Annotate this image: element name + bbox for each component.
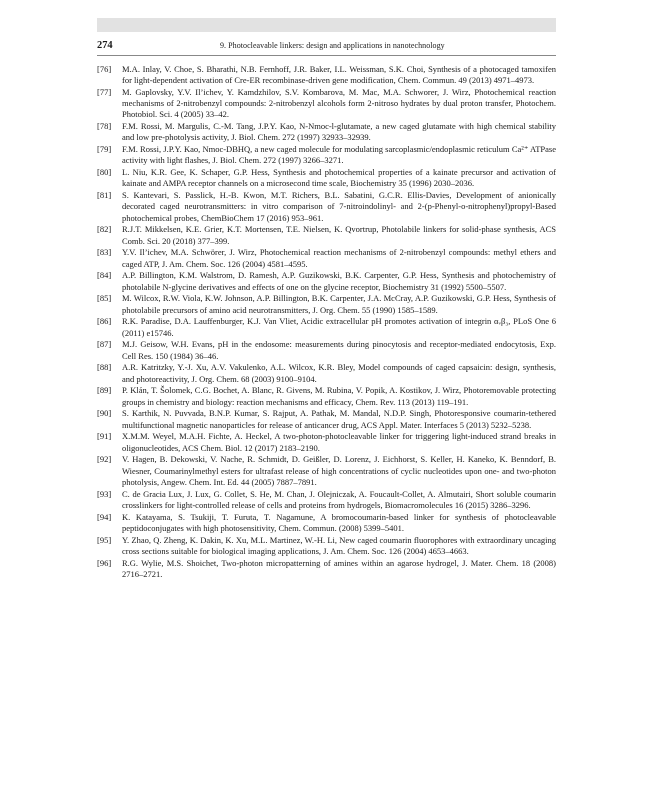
reference-entry <box>97 190 556 224</box>
reference-text: R.G. Wylie, M.S. Shoichet, Two-photon micropatterning of amines within an agarose hydrogel, J. Mater. Chem. 18 (2008) 2716–2721. <box>122 557 556 579</box>
reference-number: [79] <box>97 144 112 155</box>
running-title: 9. Photocleavable linkers: design and applications in nanotechnology <box>220 41 445 50</box>
reference-text: K. Katayama, S. Tsukiji, T. Furuta, T. Nagamune, A bromocoumarin-based linker for synthesis of photocleavable peptidoconjugates with high photosensitivity, Chem. Commun. (2008) 5399–5401. <box>122 511 556 533</box>
reference-number: [80] <box>97 167 112 178</box>
reference-text: Y.V. Il’ichev, M.A. Schwörer, J. Wirz, Photochemical reaction mechanisms of 2-nitrobenzyl compounds: methyl ethers and caged ATP, J. Am. Chem. Soc. 126 (2004) 4581–4595. <box>122 247 556 269</box>
reference-text: M.A. Inlay, V. Choe, S. Bharathi, N.B. Fernhoff, J.R. Baker, I.L. Weissman, S.K. Choi, Synthesis of a photocaged tamoxifen for light-dependent activation of Cre-ER recombinase-driven gene modification, Chem. Commun. 49 (2013) 4971–4973. <box>122 64 556 86</box>
reference-text: F.M. Rossi, J.P.Y. Kao, Nmoc-DBHQ, a new caged molecule for modulating sarcoplasmic/endoplasmic reticulum Ca²⁺ ATPase activity with light flashes, J. Biol. Chem. 272 (1997) 3266–3271. <box>122 144 556 166</box>
reference-number: [88] <box>97 362 112 373</box>
reference-text: S. Karthik, N. Puvvada, B.N.P. Kumar, S. Rajput, A. Pathak, M. Mandal, N.D.P. Singh, Photoresponsive coumarin-tethered multifunctional magnetic nanoparticles for release of anticancer drug, ACS Appl. Mater. Interfaces 5 (2013) 5232–5238. <box>122 408 556 430</box>
reference-entry <box>97 489 556 511</box>
reference-entry <box>97 224 556 246</box>
page-number: 274 <box>97 40 113 51</box>
reference-text: X.M.M. Weyel, M.A.H. Fichte, A. Heckel, A two-photon-photocleavable linker for triggering light-induced strand breaks in oligonucleotides, ACS Chem. Biol. 12 (2017) 2183–2190. <box>122 431 556 453</box>
reference-entry <box>97 431 556 453</box>
reference-entry <box>97 558 556 580</box>
reference-entry <box>97 512 556 534</box>
reference-text: Y. Zhao, Q. Zheng, K. Dakin, K. Xu, M.L. Martinez, W.-H. Li, New caged coumarin fluorophores with extraordinary uncaging cross sections suitable for biological imaging applications, J. Am. Chem. Soc. 126 (2004) 4653–4663. <box>122 534 556 556</box>
reference-text: F.M. Rossi, M. Margulis, C.-M. Tang, J.P.Y. Kao, N-Nmoc-l-glutamate, a new caged glutamate with high chemical stability and low pre-photolysis activity, J. Biol. Chem. 272 (1997) 32933–32939. <box>122 121 556 143</box>
reference-number: [85] <box>97 293 112 304</box>
reference-text: C. de Gracia Lux, J. Lux, G. Collet, S. He, M. Chan, J. Olejniczak, A. Foucault-Collet, A. Almutairi, Short soluble coumarin crosslinkers for light-controlled release of cells and proteins from hydrogels, Biomacromolecules 16 (2015) 3286–3296. <box>122 488 556 510</box>
reference-number: [86] <box>97 316 112 327</box>
reference-number: [93] <box>97 488 112 499</box>
reference-entry <box>97 64 556 86</box>
reference-number: [82] <box>97 224 112 235</box>
reference-text: R.J.T. Mikkelsen, K.E. Grier, K.T. Mortensen, T.E. Nielsen, K. Qvortrup, Photolabile linkers for solid-phase synthesis, ACS Comb. Sci. 20 (2018) 377–399. <box>122 224 556 246</box>
reference-text: M. Wilcox, R.W. Viola, K.W. Johnson, A.P. Billington, B.K. Carpenter, J.A. McCray, A.P. Guzikowski, G.P. Hess, Synthesis of photolabile precursors of amino acid neurotransmitters, J. Org. Chem. 55 (1990) 1585–1589. <box>122 293 556 315</box>
reference-number: [90] <box>97 408 112 419</box>
reference-text: L. Niu, K.R. Gee, K. Schaper, G.P. Hess, Synthesis and photochemical properties of a kainate precursor and activation of kainate and AMPA receptor channels on a microsecond time scale, Biochemistry 35 (1996) 2030–2036. <box>122 167 556 189</box>
reference-entry <box>97 339 556 361</box>
reference-entry <box>97 270 556 292</box>
reference-number: [92] <box>97 454 112 465</box>
reference-list <box>97 64 556 581</box>
reference-text: S. Kantevari, S. Passlick, H.-B. Kwon, M.T. Richers, B.L. Sabatini, G.C.R. Ellis-Davies, Development of anionically decorated caged neurotransmitters: in vitro comparison of 7-nitroindolinyl- and 2-(p-Phenyl-o-nitrophenyl)propyl-Based photochemical probes, ChemBioChem 17 (2016) 953–961. <box>122 190 556 223</box>
reference-number: [78] <box>97 121 112 132</box>
reference-number: [95] <box>97 534 112 545</box>
reference-text: A.P. Billington, K.M. Walstrom, D. Ramesh, A.P. Guzikowski, B.K. Carpenter, G.P. Hess, Synthesis and photochemistry of photolabile N-glycine derivatives and effects of one on the glycine receptor, Biochemistry 31 (1992) 5500–5507. <box>122 270 556 292</box>
reference-entry <box>97 362 556 384</box>
reference-number: [89] <box>97 385 112 396</box>
running-header <box>97 40 556 52</box>
reference-entry <box>97 293 556 315</box>
reference-entry <box>97 535 556 557</box>
reference-number: [83] <box>97 247 112 258</box>
reference-entry <box>97 121 556 143</box>
header-rule <box>97 55 556 56</box>
reference-entry <box>97 385 556 407</box>
reference-number: [84] <box>97 270 112 281</box>
reference-entry <box>97 167 556 189</box>
reference-entry <box>97 247 556 269</box>
reference-entry <box>97 87 556 121</box>
reference-number: [76] <box>97 64 112 74</box>
reference-number: [91] <box>97 431 112 442</box>
reference-text: V. Hagen, B. Dekowski, V. Nache, R. Schmidt, D. Geißler, D. Lorenz, J. Eichhorst, S. Keller, H. Kaneko, K. Benndorf, B. Wiesner, Coumarinylmethyl esters for ultrafast release of high concentrations of cyclic nucleotides upon one- and two-photon photolysis, Angew. Chem. Int. Ed. 44 (2005) 7887–7891. <box>122 454 556 487</box>
reference-entry <box>97 144 556 166</box>
reference-number: [87] <box>97 339 112 350</box>
reference-text: M.J. Geisow, W.H. Evans, pH in the endosome: measurements during pinocytosis and receptor-mediated endocytosis, Exp. Cell Res. 150 (1984) 36–46. <box>122 339 556 361</box>
reference-number: [77] <box>97 87 112 97</box>
page-header-bar <box>97 18 556 32</box>
reference-text: A.R. Katritzky, Y.-J. Xu, A.V. Vakulenko, A.L. Wilcox, K.R. Bley, Model compounds of caged capsaicin: design, synthesis, and photoreactivity, J. Org. Chem. 68 (2003) 9100–9104. <box>122 362 556 384</box>
reference-entry <box>97 316 556 338</box>
reference-number: [94] <box>97 511 112 522</box>
reference-text: P. Klán, T. Šolomek, C.G. Bochet, A. Blanc, R. Givens, M. Rubina, V. Popik, A. Kostikov, J. Wirz, Photoremovable protecting groups in chemistry and biology: reaction mechanisms and efficacy, Chem. Rev. 113 (2013) 119–191. <box>122 385 556 407</box>
reference-number: [81] <box>97 190 112 201</box>
reference-number: [96] <box>97 557 112 568</box>
reference-entry <box>97 454 556 488</box>
reference-text: R.K. Paradise, D.A. Lauffenburger, K.J. Van Vliet, Acidic extracellular pH promotes activation of integrin αᵥβ₃, PLoS One 6 (2011) e15746. <box>122 316 556 338</box>
reference-entry <box>97 408 556 430</box>
reference-text: M. Gaplovsky, Y.V. Il’ichev, Y. Kamdzhilov, S.V. Kombarova, M. Mac, M.A. Schworer, J. Wirz, Photochemical reaction mechanisms of 2-nitrobenzyl compounds: 2-nitrobenzyl alcohols form 2-nitroso hydrates by dual proton transfer, Photochem. Photobiol. Sci. 4 (2005) 33–42. <box>122 87 556 120</box>
